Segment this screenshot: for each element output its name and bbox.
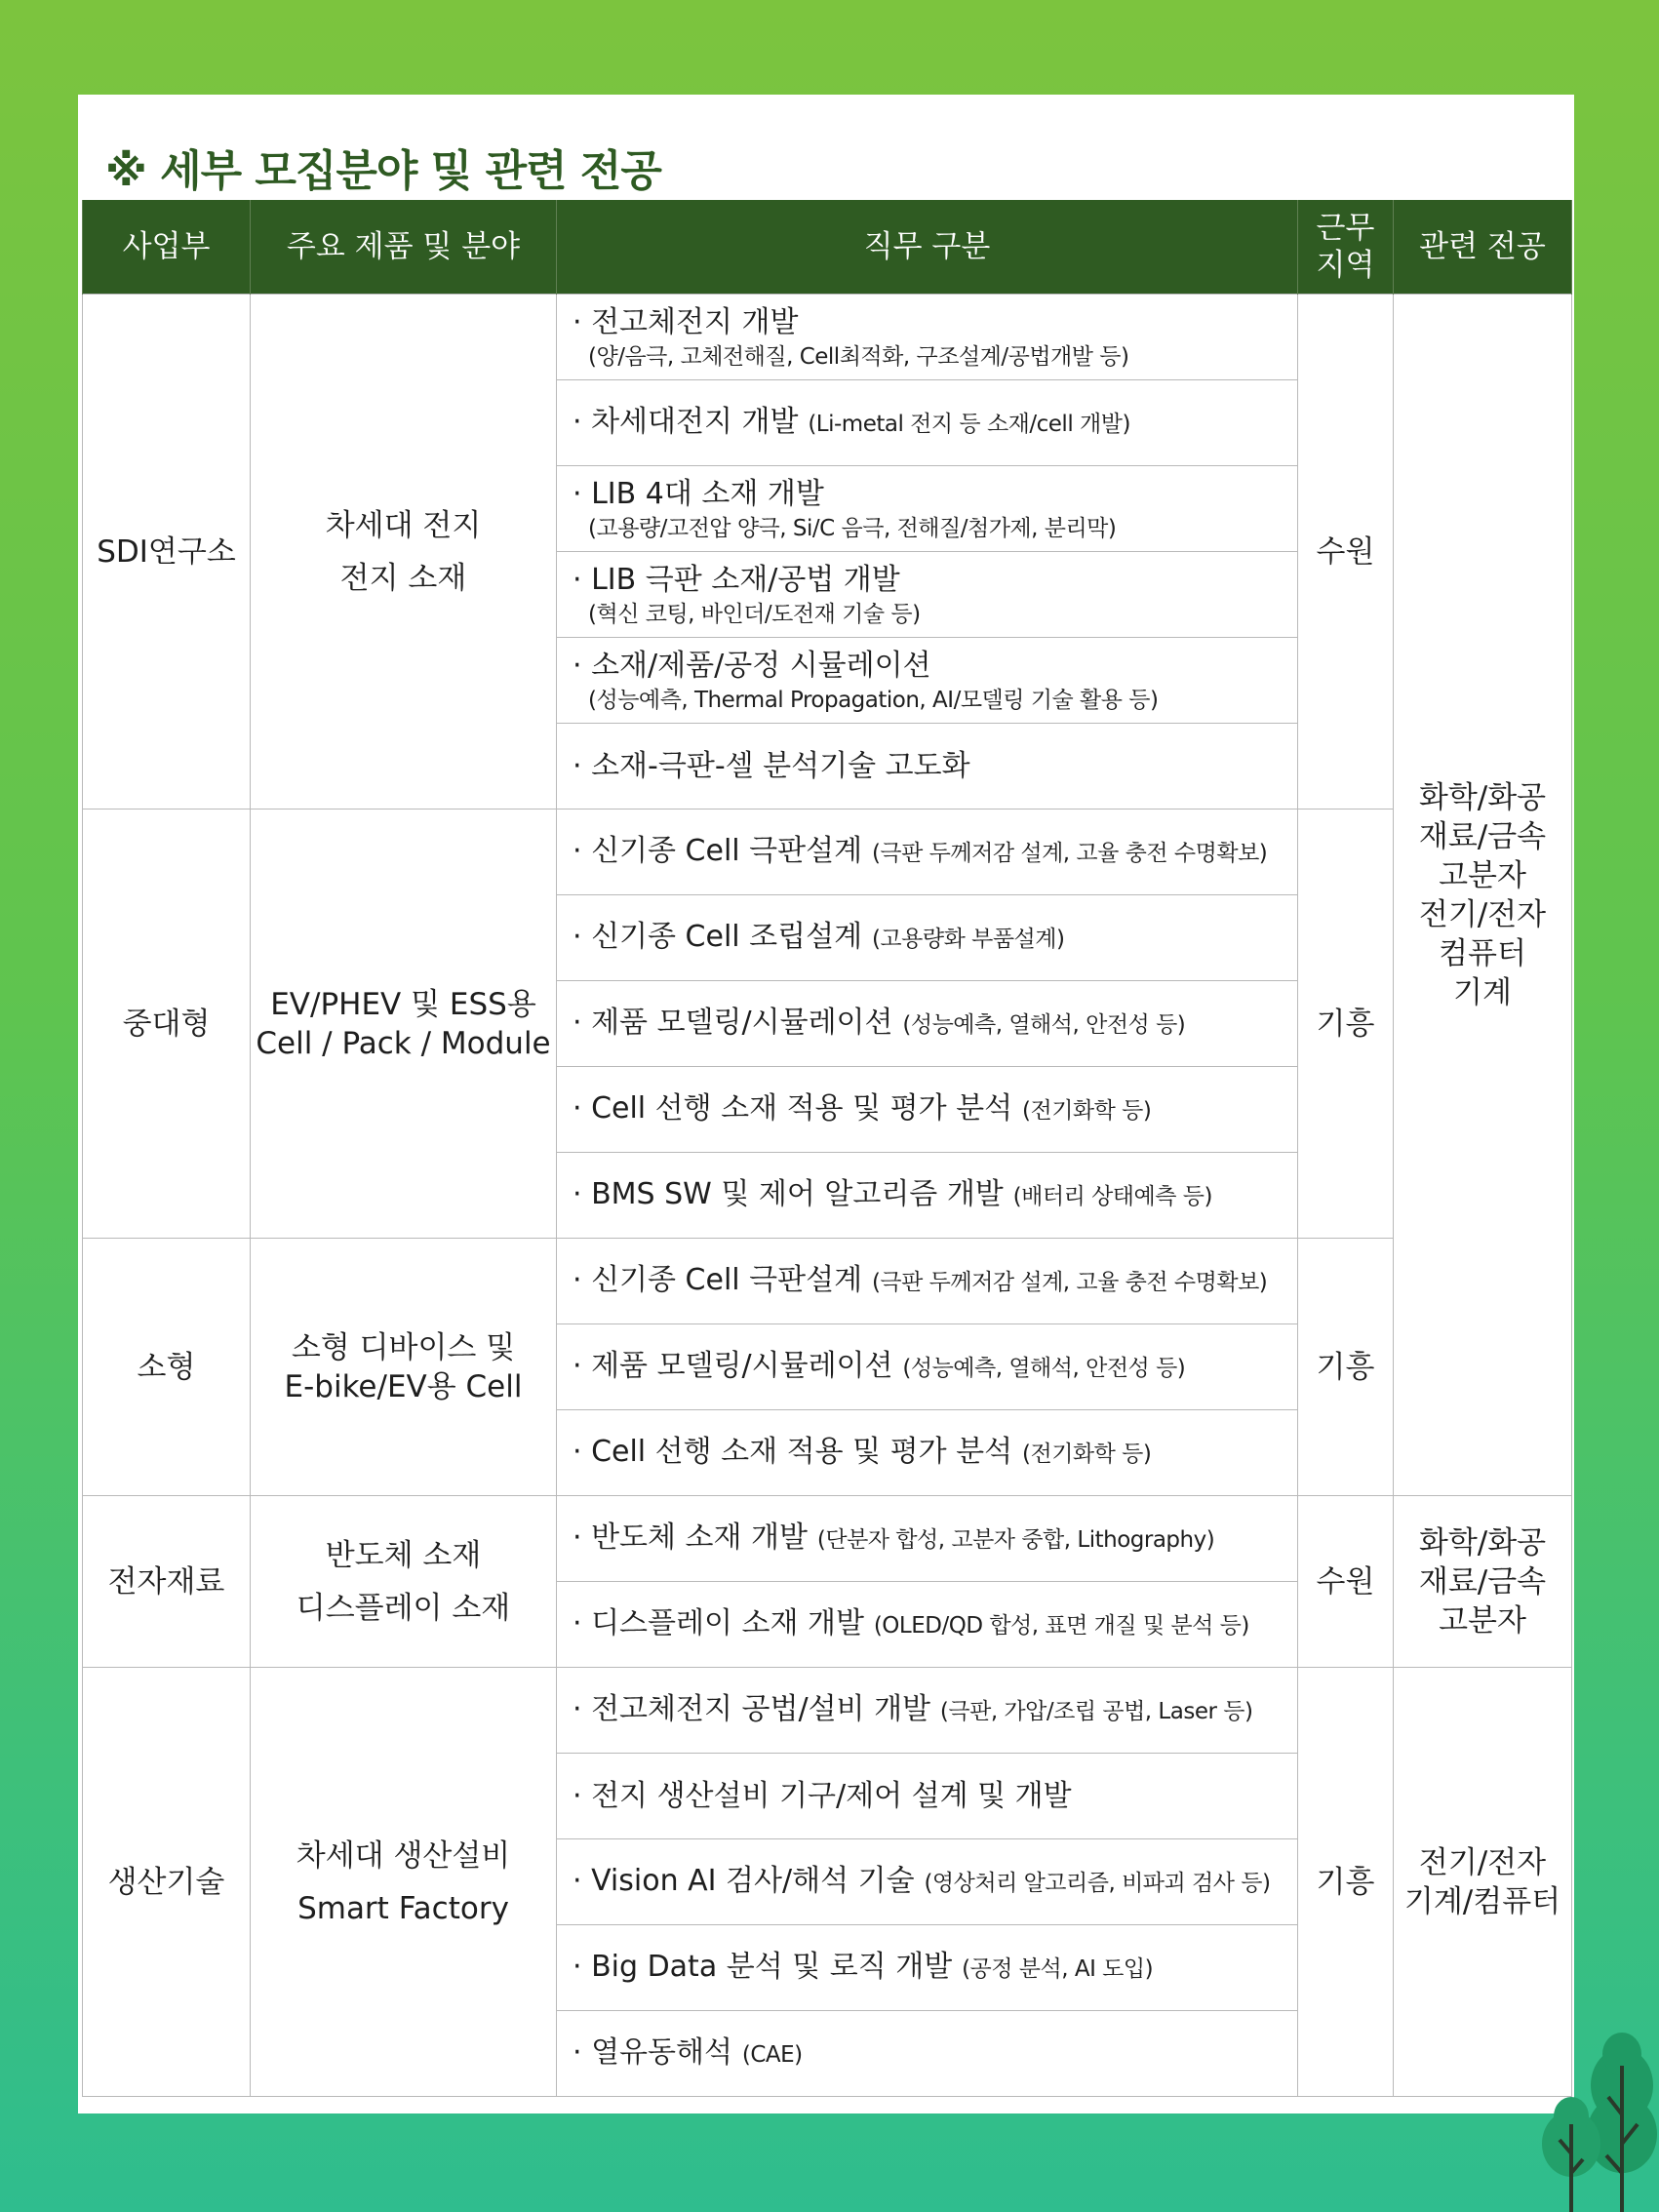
job-cell xyxy=(557,380,1298,466)
division-cell: 소형 xyxy=(83,1239,251,1496)
job-title: · 전고체전지 공법/설비 개발 xyxy=(573,1692,931,1726)
table-header-row xyxy=(83,200,1572,295)
job-title: · 신기종 Cell 조립설계 xyxy=(573,920,863,954)
job-cell xyxy=(557,1410,1298,1496)
job-note: (Li-metal 전지 등 소재/cell 개발) xyxy=(808,412,1130,437)
table-row xyxy=(83,1668,1572,1754)
job-cell xyxy=(557,1839,1298,1925)
header-product: 주요 제품 및 분야 xyxy=(251,200,557,295)
division-cell: 중대형 xyxy=(83,810,251,1239)
major-line: 화학/화공 xyxy=(1418,1524,1547,1560)
product-cell xyxy=(251,1496,557,1668)
major-line: 고분자 xyxy=(1439,857,1526,893)
job-title: · 디스플레이 소재 개발 xyxy=(573,1606,864,1640)
job-cell xyxy=(557,1496,1298,1582)
job-note: (전기화학 등) xyxy=(1022,1098,1152,1124)
job-title: · LIB 극판 소재/공법 개발 xyxy=(573,563,900,597)
table-body xyxy=(83,295,1572,2097)
division-cell: 전자재료 xyxy=(83,1496,251,1668)
job-cell xyxy=(557,552,1298,638)
job-cell xyxy=(557,2011,1298,2097)
job-title: · 반도체 소재 개발 xyxy=(573,1521,809,1555)
job-cell xyxy=(557,638,1298,724)
job-cell xyxy=(557,466,1298,552)
major-line: 전기/전자 xyxy=(1418,896,1547,932)
major-line: 기계 xyxy=(1453,974,1512,1010)
location-cell: 수원 xyxy=(1298,1496,1394,1668)
job-detail: (고용량/고전압 양극, Si/C 음극, 전해질/첨가제, 분리막) xyxy=(588,516,1117,541)
header-major: 관련 전공 xyxy=(1394,200,1572,295)
job-cell xyxy=(557,724,1298,810)
job-cell xyxy=(557,1925,1298,2011)
product-line: 디스플레이 소재 xyxy=(296,1590,511,1626)
job-note: (단분자 합성, 고분자 중합, Lithography) xyxy=(816,1527,1215,1553)
job-cell xyxy=(557,895,1298,981)
job-cell xyxy=(557,1239,1298,1324)
product-line: EV/PHEV 및 ESS용 xyxy=(270,986,536,1022)
section-heading: ※ 세부 모집분야 및 관련 전공 xyxy=(105,146,661,196)
product-cell xyxy=(251,1239,557,1496)
product-line: Cell / Pack / Module xyxy=(256,1025,551,1061)
header-location xyxy=(1298,200,1394,295)
header-location-line2: 지역 xyxy=(1316,248,1375,283)
job-title: · 차세대전지 개발 xyxy=(573,405,799,439)
job-title: · 신기종 Cell 극판설계 xyxy=(573,834,863,868)
location-cell: 기흥 xyxy=(1298,1239,1394,1496)
job-note: (극판 두께저감 설계, 고율 충전 수명확보) xyxy=(871,1270,1268,1295)
division-cell: 생산기술 xyxy=(83,1668,251,2097)
product-line: E-bike/EV용 Cell xyxy=(284,1368,523,1404)
job-title: · 제품 모델링/시뮬레이션 xyxy=(573,1006,893,1040)
job-note: (전기화학 등) xyxy=(1022,1442,1152,1467)
job-title: · Cell 선행 소재 적용 및 평가 분석 xyxy=(573,1435,1013,1469)
job-cell xyxy=(557,810,1298,895)
job-title: · Vision AI 검사/해석 기술 xyxy=(573,1864,915,1898)
location-cell: 기흥 xyxy=(1298,1668,1394,2097)
job-title: · Big Data 분석 및 로직 개발 xyxy=(573,1950,953,1984)
header-job: 직무 구분 xyxy=(557,200,1298,295)
product-line: 소형 디바이스 및 xyxy=(291,1329,516,1365)
content-panel xyxy=(78,95,1574,2113)
product-line: 반도체 소재 xyxy=(325,1537,482,1573)
job-note: (극판 두께저감 설계, 고율 충전 수명확보) xyxy=(871,841,1268,866)
major-cell xyxy=(1394,1496,1572,1668)
job-note: (배터리 상태예측 등) xyxy=(1012,1184,1212,1209)
location-cell: 수원 xyxy=(1298,295,1394,810)
product-cell xyxy=(251,1668,557,2097)
job-cell xyxy=(557,1754,1298,1839)
job-detail: (양/음극, 고체전해질, Cell최적화, 구조설계/공법개발 등) xyxy=(588,344,1129,370)
job-note: (성능예측, 열해석, 안전성 등) xyxy=(902,1012,1186,1038)
job-cell xyxy=(557,1153,1298,1239)
job-cell xyxy=(557,981,1298,1067)
recruitment-table xyxy=(82,200,1572,2097)
product-line: 차세대 전지 xyxy=(325,507,482,543)
job-note: (성능예측, 열해석, 안전성 등) xyxy=(902,1356,1186,1381)
major-line: 재료/금속 xyxy=(1418,818,1547,854)
job-detail: (성능예측, Thermal Propagation, AI/모델링 기술 활용 등) xyxy=(588,688,1159,713)
job-title: · 전고체전지 개발 xyxy=(573,305,799,339)
job-note: (공정 분석, AI 도입) xyxy=(962,1956,1154,1982)
tree-icon xyxy=(1532,2027,1659,2212)
job-title: · 열유동해석 xyxy=(573,2035,732,2070)
job-cell xyxy=(557,295,1298,380)
job-title: · 소재/제품/공정 시뮬레이션 xyxy=(573,649,931,683)
table-row xyxy=(83,1496,1572,1582)
job-detail: (혁신 코팅, 바인더/도전재 기술 등) xyxy=(588,602,921,627)
job-title: · 신기종 Cell 극판설계 xyxy=(573,1263,863,1297)
job-note: (영상처리 알고리즘, 비파괴 검사 등) xyxy=(924,1871,1271,1896)
table-row xyxy=(83,810,1572,895)
job-title: · BMS SW 및 제어 알고리즘 개발 xyxy=(573,1177,1004,1211)
job-note: (CAE) xyxy=(741,2042,803,2068)
product-line: 전지 소재 xyxy=(339,560,467,596)
major-line: 기계/컴퓨터 xyxy=(1403,1883,1561,1919)
major-line: 화학/화공 xyxy=(1418,779,1547,815)
major-line: 고분자 xyxy=(1439,1602,1526,1639)
job-note: (극판, 가압/조립 공법, Laser 등) xyxy=(939,1699,1253,1724)
product-line: Smart Factory xyxy=(297,1890,509,1926)
job-cell xyxy=(557,1067,1298,1153)
major-line: 컴퓨터 xyxy=(1439,935,1526,971)
header-location-line1: 근무 xyxy=(1316,211,1375,246)
table-row xyxy=(83,295,1572,380)
job-title: · LIB 4대 소재 개발 xyxy=(573,477,824,511)
product-line: 차세대 생산설비 xyxy=(296,1837,511,1874)
major-line: 전기/전자 xyxy=(1418,1844,1547,1880)
division-cell: SDI연구소 xyxy=(83,295,251,810)
job-cell xyxy=(557,1668,1298,1754)
product-cell xyxy=(251,295,557,810)
job-title: · 전지 생산설비 기구/제어 설계 및 개발 xyxy=(573,1779,1072,1813)
table-row xyxy=(83,1239,1572,1324)
major-line: 재료/금속 xyxy=(1418,1563,1547,1600)
job-title: · Cell 선행 소재 적용 및 평가 분석 xyxy=(573,1091,1013,1126)
header-division: 사업부 xyxy=(83,200,251,295)
major-cell xyxy=(1394,295,1572,1496)
job-note: (고용량화 부품설계) xyxy=(871,927,1065,952)
job-title: · 소재-극판-셀 분석기술 고도화 xyxy=(573,749,970,783)
job-title: · 제품 모델링/시뮬레이션 xyxy=(573,1349,893,1383)
job-note: (OLED/QD 합성, 표면 개질 및 분석 등) xyxy=(873,1613,1249,1639)
location-cell: 기흥 xyxy=(1298,810,1394,1239)
job-cell xyxy=(557,1324,1298,1410)
job-cell xyxy=(557,1582,1298,1668)
product-cell xyxy=(251,810,557,1239)
